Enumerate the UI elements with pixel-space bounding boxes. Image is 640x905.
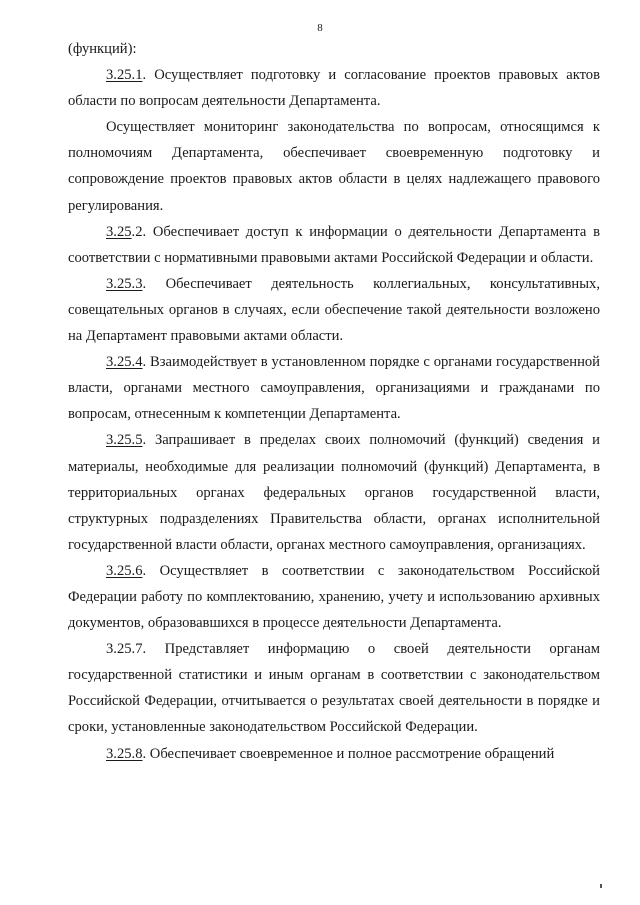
paragraph-3-25-6 [68,558,600,636]
clause-number: 3.25.3 [106,275,143,292]
paragraph-3-25-5 [68,427,600,557]
clause-number: 3.25 [106,223,132,240]
paragraph-3-25-2 [68,219,600,271]
clause-number: 3.25.1 [106,67,143,84]
clause-number: 3.25.5 [106,432,143,449]
paragraph-text: . Обеспечивает своевременное и полное рассмотрение обращений [142,745,555,762]
paragraph-text: . Запрашивает в пределах своих полномочий (функций) сведения и материалы, необходимые для реализации полномочий (функций) Департамента, в территориальных органах федеральных органов государственной власти, структурных подразделениях Правительства области, органах исполнительной государственной власти области, органах местного самоуправления, организациях. [68,432,600,553]
document-body [68,36,600,767]
paragraph-text: 3.25.7. Представляет информацию о своей деятельности органам государственной статистики и иным органам в соответствии с законодательством Российской Федерации, отчитывается о результатах своей деятельности в порядке и сроки, установленные законодательством Российской Федерации. [68,641,600,736]
clause-number: 3.25.8 [106,745,143,762]
paragraph-3-25-7 [68,636,600,740]
paragraph-3-25-4 [68,349,600,427]
paragraph-3-25-8 [68,741,600,767]
clause-number: 3.25.4 [106,354,143,371]
paragraph-continuation [68,36,600,62]
paragraph-text: . Обеспечивает деятельность коллегиальных, консультативных, совещательных органов в случаях, если обеспечение такой деятельности возложено на Департамент правовыми актами области. [68,275,600,345]
paragraph-text: .2. Обеспечивает доступ к информации о деятельности Департамента в соответствии с нормативными правовыми актами Российской Федерации и области. [68,223,600,266]
clause-number: 3.25.6 [106,562,143,579]
paragraph-text: . Взаимодействует в установленном порядке с органами государственной власти, органами местного самоуправления, организациями и гражданами по вопросам, отнесенным к компетенции Департамента. [68,354,600,423]
scan-mark [600,884,602,888]
paragraph-text: . Осуществляет в соответствии с законодательством Российской Федерации работу по комплектованию, хранению, учету и использованию архивных документов, образовавшихся в процессе деятельности Департамента. [68,562,600,632]
paragraph-text: Осуществляет мониторинг законодательства по вопросам, относящимся к полномочиям Департамента, обеспечивает своевременную подготовку и сопровождение проектов правовых актов области в целях надлежащего правового регулирования. [68,119,600,214]
paragraph-text: (функций): [68,41,137,57]
page-number: 8 [317,22,323,34]
paragraph-3-25-3 [68,271,600,349]
paragraph-3-25-1 [68,62,600,114]
paragraph-text: . Осуществляет подготовку и согласование проектов правовых актов области по вопросам деятельности Департамента. [68,67,600,110]
paragraph-monitoring [68,114,600,218]
